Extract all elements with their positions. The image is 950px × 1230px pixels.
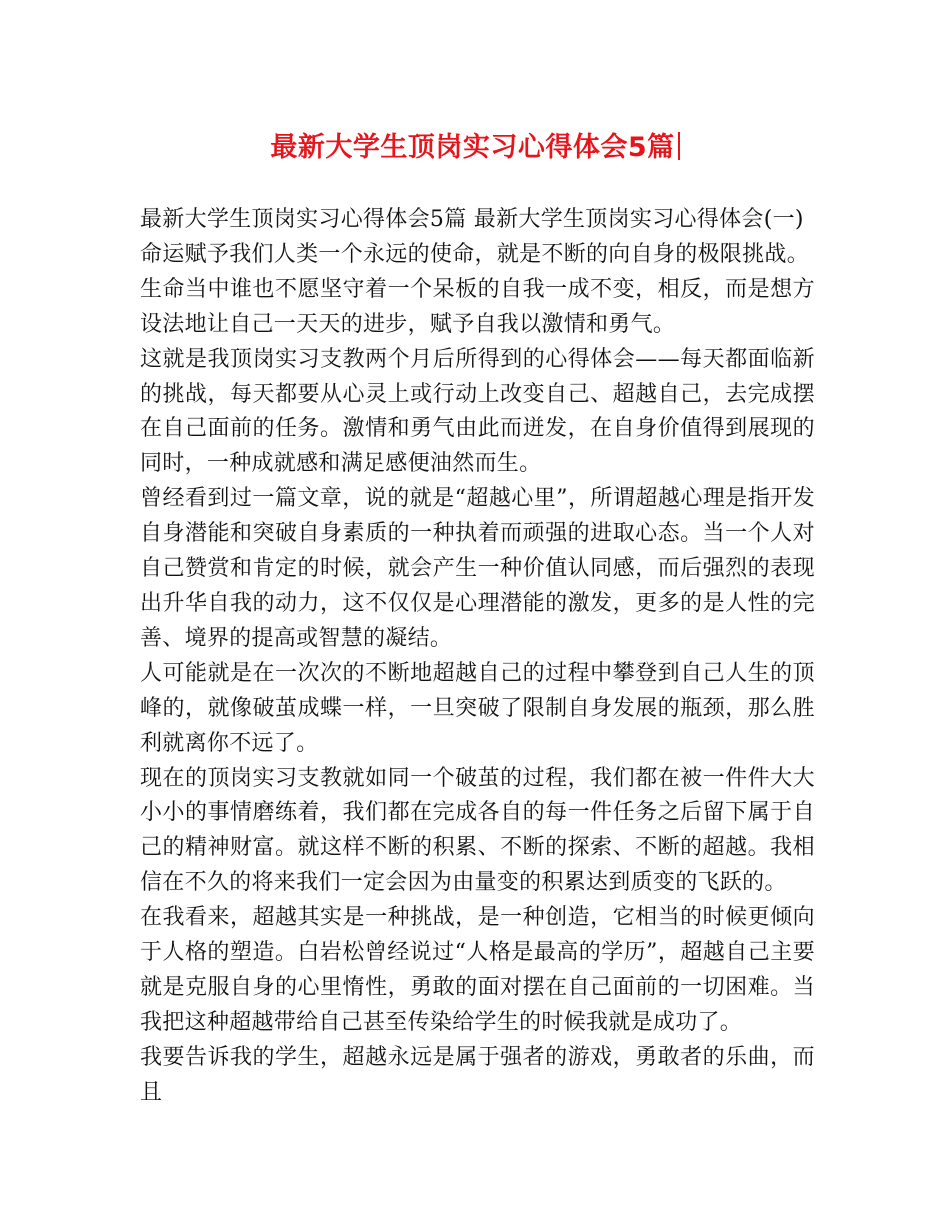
paragraph-8: 在我看来，超越其实是一种挑战，是一种创造，它相当的时候更倾向于人格的塑造。白岩松曾经说过“人格是最高的学历”，超越自己主要就是克服自身的心里惰性，勇敢的面对摆在自己面前的一切困难。当我把这种超越带给自己甚至传染给学生的时候我就是成功了。 <box>140 905 815 1035</box>
paragraph-7: 现在的顶岗实习支教就如同一个破茧的过程，我们都在被一件件大大小小的事情磨练着，我们都在完成各自的每一件任务之后留下属于自己的精神财富。就这样不断的积累、不断的探索、不断的超越。我相信在不久的将来我们一定会因为由量变的积累达到质变的飞跃的。 <box>140 765 815 896</box>
text-cursor <box>678 132 680 160</box>
paragraph-4: 这就是我顶岗实习支教两个月后所得到的心得体会——每天都面临新的挑战，每天都要从心灵上或行动上改变自己、超越自己，去完成摆在自己面前的任务。激情和勇气由此而迸发，在自身价值得到展现的同时，一种成就感和满足感便油然而生。 <box>140 346 815 477</box>
document-title <box>0 128 950 168</box>
document-title-text: 最新大学生顶岗实习心得体会5篇 <box>270 132 675 163</box>
paragraph-6: 人可能就是在一次次的不断地超越自己的过程中攀登到自己人生的顶峰的，就像破茧成蝶一样，一旦突破了限制自身发展的瓶颈，那么胜利就离你不远了。 <box>140 660 815 756</box>
paragraph-3: 生命当中谁也不愿坚守着一个呆板的自我一成不变，相反，而是想方设法地让自己一天天的进步，赋予自我以激情和勇气。 <box>140 276 815 337</box>
paragraph-9: 我要告诉我的学生，超越永远是属于强者的游戏，勇敢者的乐曲，而且 <box>140 1044 815 1105</box>
paragraph-2: 命运赋予我们人类一个永远的使命，就是不断的向自身的极限挑战。 <box>140 241 810 267</box>
paragraph-5: 曾经看到过一篇文章，说的就是“超越心里”，所谓超越心理是指开发自身潜能和突破自身素质的一种执着而顽强的进取心态。当一个人对自己赞赏和肯定的时候，就会产生一种价值认同感，而后强烈的表现出升华自我的动力，这不仅仅是心理潜能的激发，更多的是人性的完善、境界的提高或智慧的凝结。 <box>140 486 815 651</box>
paragraph-1: 最新大学生顶岗实习心得体会5篇 最新大学生顶岗实习心得体会(一) <box>140 207 804 232</box>
document-body <box>140 203 815 1111</box>
